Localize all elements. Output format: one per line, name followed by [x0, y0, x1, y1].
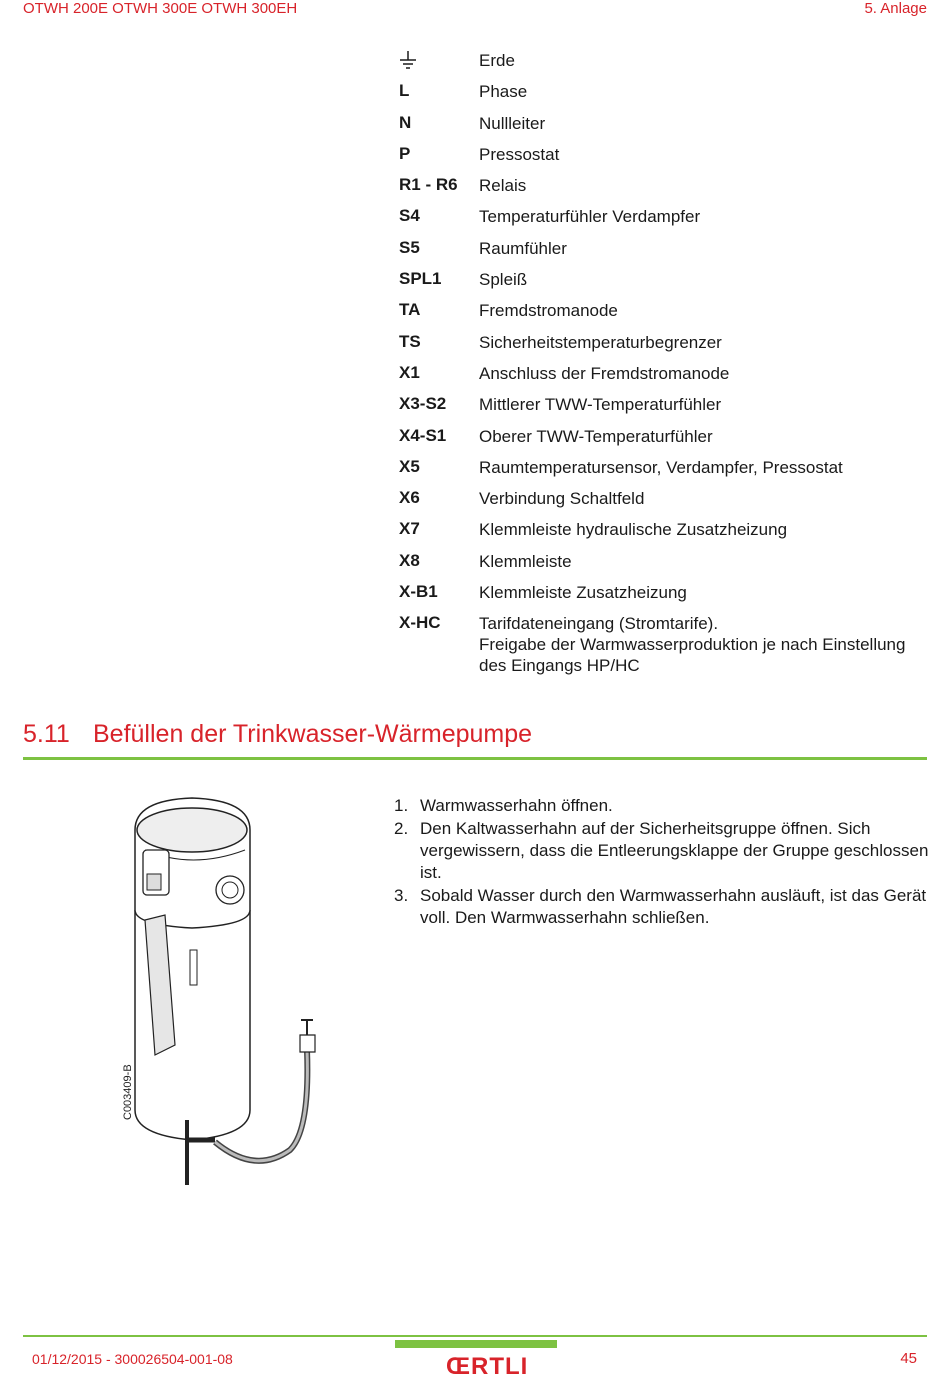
legend-row — [399, 238, 939, 269]
legend-desc: Pressostat — [479, 144, 560, 164]
legend-row — [399, 332, 939, 363]
legend-desc: Phase — [479, 82, 528, 102]
legend-desc — [479, 613, 949, 676]
section-divider — [23, 757, 927, 760]
figure-code: C003409-B — [122, 1064, 134, 1120]
step-number: 2. — [394, 819, 409, 838]
step-number: 3. — [394, 886, 409, 905]
legend-row — [399, 457, 939, 488]
legend-row — [399, 582, 939, 613]
legend-row — [399, 175, 939, 206]
footer-divider — [23, 1335, 927, 1337]
legend-row — [399, 488, 939, 519]
legend-desc: Klemmleiste — [479, 551, 572, 571]
legend-desc: Sicherheitstemperaturbegrenzer — [479, 332, 722, 352]
legend-code: R1 - R6 — [399, 175, 458, 195]
section-heading — [23, 720, 532, 749]
header-chapter: 5. Anlage — [864, 0, 927, 17]
section-number: 5.11 — [23, 720, 70, 748]
legend-row — [399, 394, 939, 425]
step-item — [394, 795, 934, 817]
legend-code: X5 — [399, 456, 420, 476]
legend-code: N — [399, 112, 412, 132]
step-number: 1. — [394, 796, 409, 815]
legend-row — [399, 81, 939, 112]
legend-desc-line: Tarifdateneingang (Stromtarife). — [479, 614, 719, 634]
legend-row — [399, 206, 939, 237]
legend-row — [399, 551, 939, 582]
legend-desc: Verbindung Schaltfeld — [479, 489, 645, 509]
legend-desc: Raumtemperatursensor, Verdampfer, Pressostat — [479, 457, 843, 477]
step-item — [394, 885, 934, 929]
legend-code: SPL1 — [399, 269, 442, 289]
legend-desc: Klemmleiste Zusatzheizung — [479, 583, 687, 603]
earth-ground-icon — [399, 50, 417, 75]
footer-document-ref: 01/12/2015 - 300026504-001-08 — [32, 1351, 233, 1367]
legend-desc: Relais — [479, 176, 527, 196]
legend-row — [399, 144, 939, 175]
legend-row — [399, 269, 939, 300]
legend-code: L — [399, 81, 410, 101]
legend-code: X-HC — [399, 613, 441, 633]
step-text: Warmwasserhahn öffnen. — [420, 796, 613, 815]
legend-row — [399, 113, 939, 144]
legend-row — [399, 426, 939, 457]
legend-desc: Spleiß — [479, 270, 528, 290]
legend-code: X6 — [399, 488, 420, 508]
heat-pump-illustration — [105, 790, 355, 1200]
header-document-title: OTWH 200E OTWH 300E OTWH 300EH — [23, 0, 298, 17]
instruction-steps — [394, 795, 934, 930]
legend-code: X3-S2 — [399, 394, 447, 414]
legend-row — [399, 50, 939, 81]
legend-desc-line: des Eingangs HP/HC — [479, 656, 640, 676]
legend-desc: Fremdstromanode — [479, 301, 618, 321]
step-text: Den Kaltwasserhahn auf der Sicherheitsgruppe öffnen. Sich vergewissern, dass die Entleerungsklappe der Gruppe geschlossen ist. — [420, 819, 929, 882]
footer-accent-bar — [395, 1340, 557, 1348]
legend-code: P — [399, 143, 411, 163]
legend-code: X7 — [399, 519, 420, 539]
legend-desc: Anschluss der Fremdstromanode — [479, 363, 730, 383]
legend-row — [399, 300, 939, 331]
legend-code: TS — [399, 331, 421, 351]
legend-desc: Erde — [479, 51, 515, 70]
brand-logo: ŒRTLI — [446, 1353, 529, 1380]
legend-desc: Temperaturfühler Verdampfer — [479, 207, 701, 227]
legend-row — [399, 613, 939, 703]
legend-desc: Raumfühler — [479, 238, 567, 258]
legend-code: X1 — [399, 362, 420, 382]
legend-code: TA — [399, 300, 421, 320]
page-number: 45 — [900, 1350, 917, 1367]
legend-code: X8 — [399, 550, 420, 570]
legend-desc: Mittlerer TWW-Temperaturfühler — [479, 395, 722, 415]
step-item — [394, 818, 934, 884]
legend-row — [399, 519, 939, 550]
step-text: Sobald Wasser durch den Warmwasserhahn ausläuft, ist das Gerät voll. Den Warmwasserhahn schließen. — [420, 886, 927, 927]
legend-row — [399, 363, 939, 394]
legend-code: X4-S1 — [399, 425, 447, 445]
legend-desc-line: Freigabe der Warmwasserproduktion je nach Einstellung — [479, 635, 906, 655]
legend-desc: Nullleiter — [479, 113, 546, 133]
legend-desc: Oberer TWW-Temperaturfühler — [479, 426, 713, 446]
legend-code: S4 — [399, 206, 420, 226]
legend-code: S5 — [399, 237, 420, 257]
legend-list — [399, 50, 939, 703]
legend-desc: Klemmleiste hydraulische Zusatzheizung — [479, 520, 788, 540]
section-title: Befüllen der Trinkwasser-Wärmepumpe — [93, 720, 533, 748]
legend-code: X-B1 — [399, 582, 438, 602]
